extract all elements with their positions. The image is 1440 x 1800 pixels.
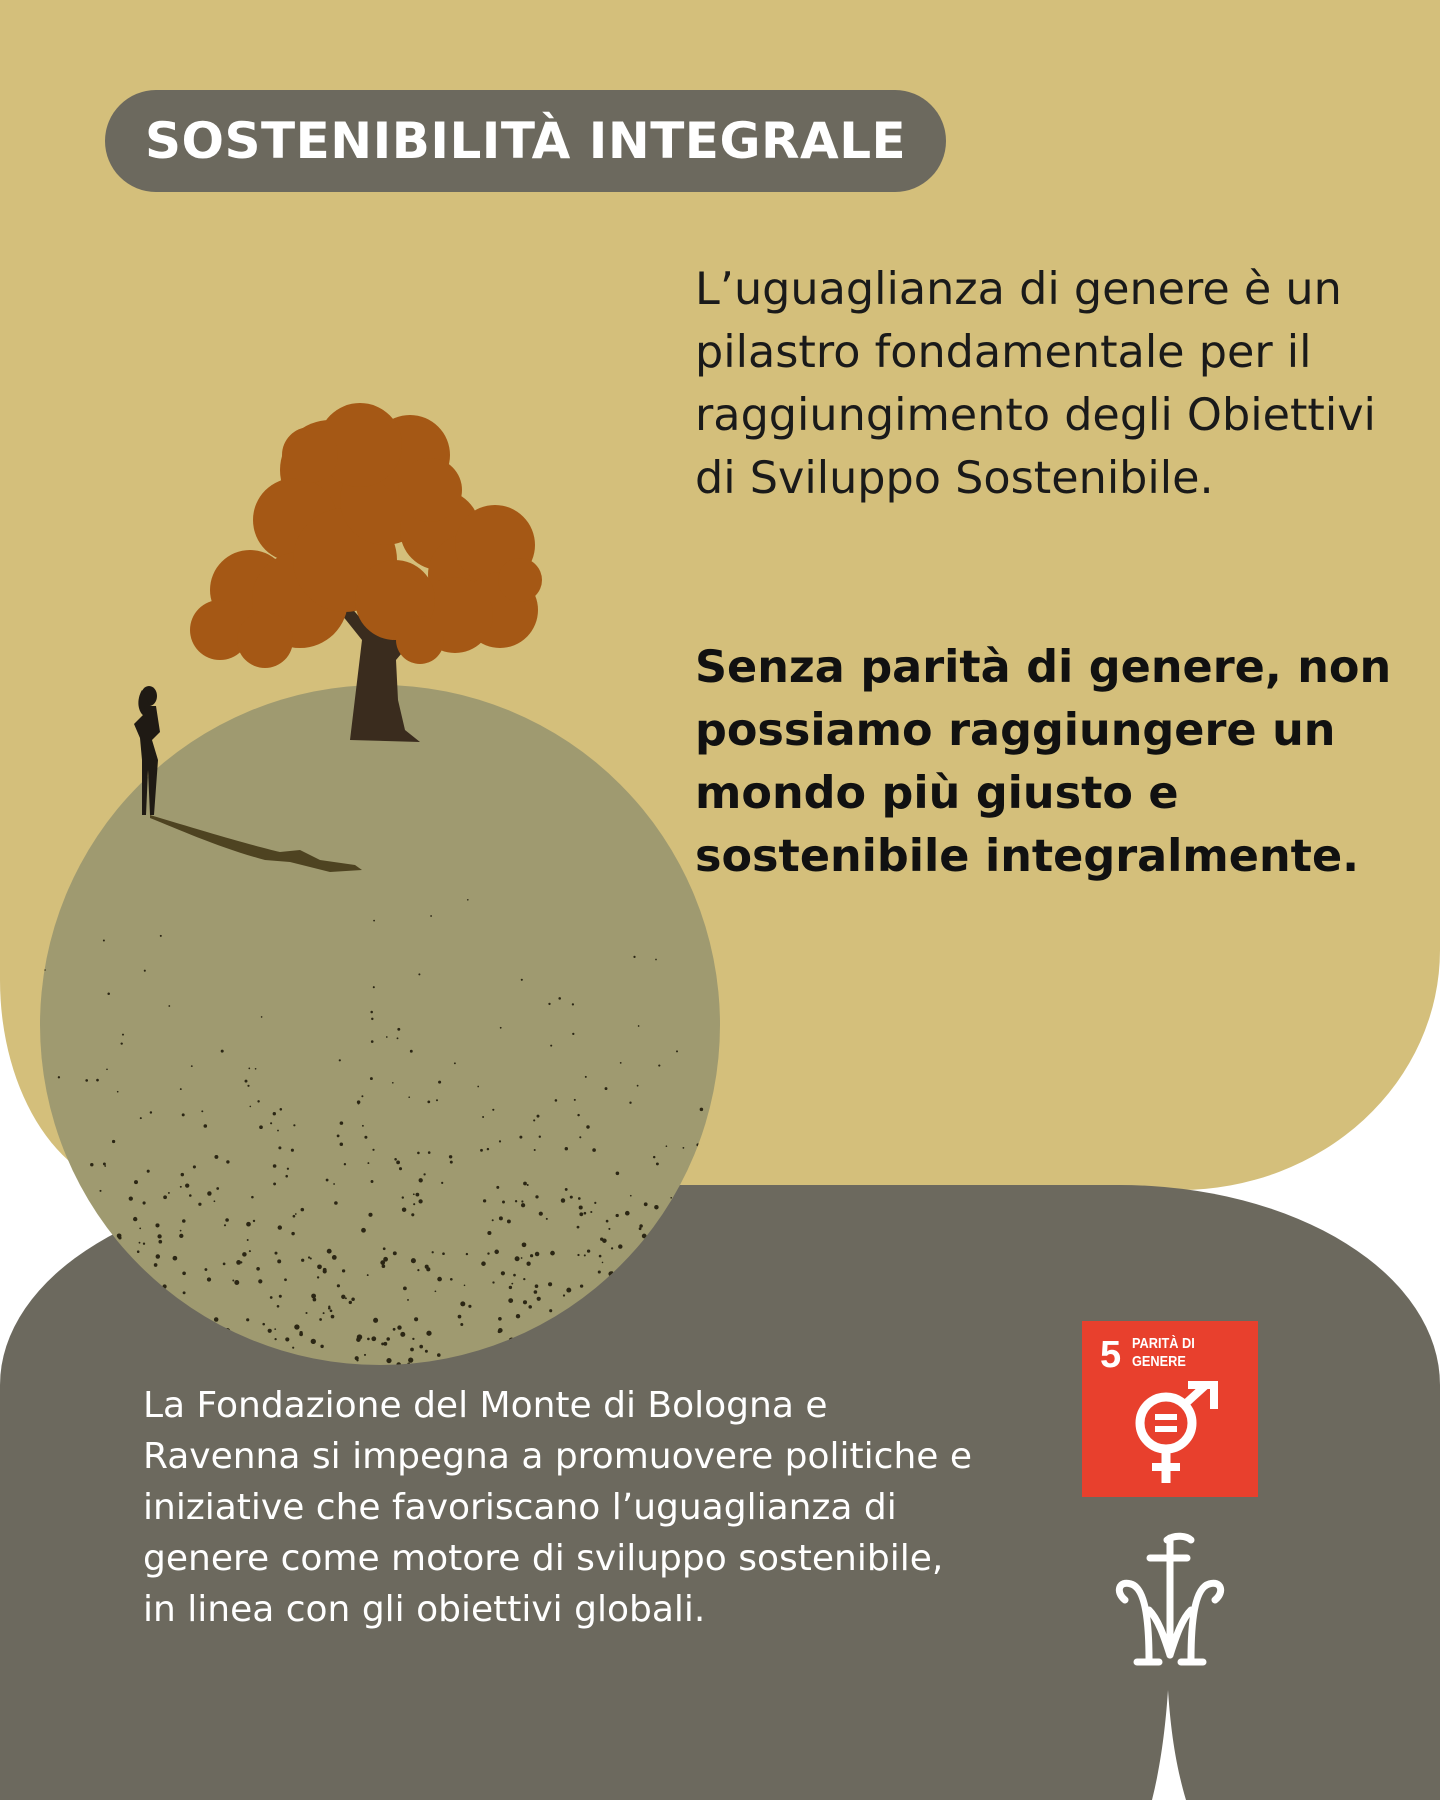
page-title-text: SOSTENIBILITÀ INTEGRALE [145,112,907,170]
foundation-paragraph: La Fondazione del Monte di Bologna e Ravenna si impegna a promuovere politiche e iniziative che favoriscano l’uguaglianza di genere come motore di sviluppo sostenibile, in linea con gli obiettivi globali. [143,1385,973,1630]
gender-equality-icon [1122,1381,1222,1491]
sdg-number: 5 [1100,1334,1122,1376]
fondazione-monogram-logo [1105,1530,1235,1680]
emphasis-paragraph: Senza parità di genere, non possiamo raggiungere un mondo più giusto e sostenibile integralmente. [695,642,1392,882]
intro-paragraph: L’uguaglianza di genere è un pilastro fondamentale per il raggiungimento degli Obiettivi di Sviluppo Sostenibile. [695,264,1376,504]
sdg-label: PARITÀ DI GENERE [1132,1335,1195,1370]
sdg-5-badge [1082,1321,1258,1497]
tree [190,403,542,742]
